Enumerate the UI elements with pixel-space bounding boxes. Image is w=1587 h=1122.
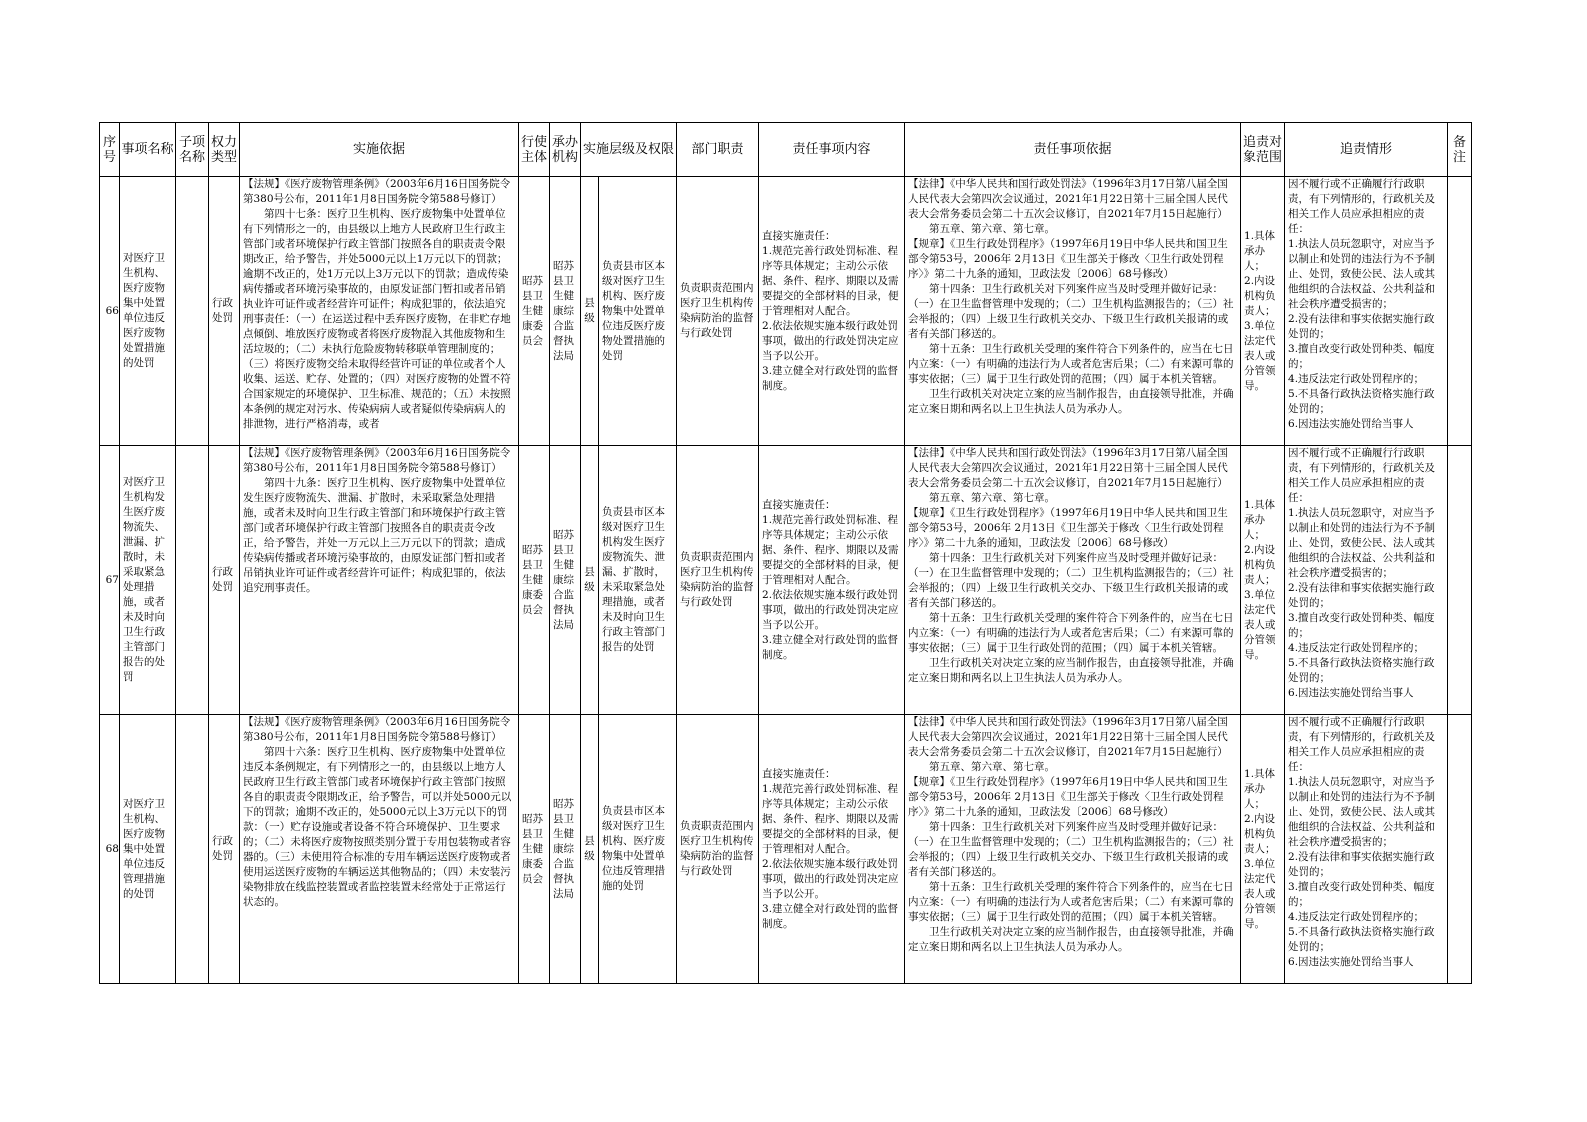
table-row: [100, 177, 1472, 446]
row-power-type: 行政处罚: [209, 715, 240, 984]
row-item-name: 对医疗卫生机构、医疗废物集中处置单位违反管理措施的处罚: [120, 715, 176, 984]
row-undertaker: 昭苏县卫生健康综合监督执法局: [550, 715, 581, 984]
row-seq: 68: [100, 715, 120, 984]
row-seq: 67: [100, 446, 120, 715]
row-level: 县级: [581, 177, 599, 446]
header-level: 实施层级及权限: [581, 123, 677, 177]
header-subitem: 子项名称: [176, 123, 209, 177]
header-accountability-cases: 追责情形: [1285, 123, 1448, 177]
row-basis: 【法规】《医疗废物管理条例》（2003年6月16日国务院令第380号公布，2011年1月8日国务院令第588号修订） 第四十九条：医疗卫生机构、医疗废物集中处置单位发生医疗废物流失、泄漏、扩散时，未采取紧急处理措施，或者未及时向卫生行政主管部门和环境保护行政主管部门或者环境保护行政主管部门按照各自的职责责令改正，给予警告，并处一万元以上三万元以下的罚款；造成传染病传播或者环境污染事故的，由原发证部门暂扣或者吊销执业许可证件或者经营许可证件；构成犯罪的，依法追究刑事责任。: [240, 446, 519, 715]
row-basis: 【法规】《医疗废物管理条例》（2003年6月16日国务院令第380号公布，2011年1月8日国务院令第588号修订） 第四十七条：医疗卫生机构、医疗废物集中处置单位有下列情形之一的，由县级以上地方人民政府卫生行政主管部门或者环境保护行政主管部门按照各自的职责责令限期改正，给予警告，并处5000元以上1万元以下的罚款；逾期不改正的，处1万元以上3万元以下的罚款；造成传染病传播或者环境污染事故的，由原发证部门暂扣或者吊销执业许可证件或者经营许可证件；构成犯罪的，依法追究刑事责任：（一）在运送过程中丢弃医疗废物，在非贮存地点倾倒、堆放医疗废物或者将医疗废物混入其他废物和生活垃圾的；（二）未执行危险废物转移联单管理制度的； （三）将医疗废物交给未取得经营许可证的单位或者个人收集、运送、贮存、处置的；（四）对医疗废物的处置不符合国家规定的环境保护、卫生标准、规范的；（五）未按照本条例的规定对污水、传染病病人或者疑似传染病病人的排泄物，进行严格消毒，或者: [240, 177, 519, 446]
row-duty: 负责职责范围内医疗卫生机构传染病防治的监督与行政处罚: [677, 715, 759, 984]
header-resp-basis: 责任事项依据: [905, 123, 1241, 177]
row-accountability-cases: 因不履行或不正确履行行政职责，有下列情形的，行政机关及相关工作人员应承担相应的责任： 1.执法人员玩忽职守，对应当予以制止和处罚的违法行为不予制止、处罚，致使公民、法人或其他组织的合法权益、公共利益和社会秩序遭受损害的； 2.没有法律和事实依据实施行政处罚的； 3.擅自改变行政处罚种类、幅度的； 4.违反法定行政处罚程序的； 5.不具备行政执法资格实施行政处罚的； 6.因违法实施处罚给当事人: [1285, 177, 1448, 446]
header-undertaker: 承办机构: [550, 123, 581, 177]
row-resp-content: 直接实施责任： 1.规范完善行政处罚标准、程序等具体规定；主动公示依据、条件、程序、期限以及需要提交的全部材料的目录，便于管理相对人配合。 2.依法依规实施本级行政处罚事项，做出的行政处罚决定应当予以公开。 3.建立健全对行政处罚的监督制度。: [759, 446, 905, 715]
header-note: 备注: [1448, 123, 1472, 177]
row-level-detail: 负责县市区本级对医疗卫生机构、医疗废物集中处置单位违反医疗废物处置措施的处罚: [599, 177, 677, 446]
row-undertaker: 昭苏县卫生健康综合监督执法局: [550, 177, 581, 446]
table-row: [100, 446, 1472, 715]
header-accountability-scope: 追责对象范围: [1241, 123, 1285, 177]
row-subject: 昭苏县卫生健康委员会: [519, 715, 550, 984]
row-resp-basis: 【法律】《中华人民共和国行政处罚法》（1996年3月17日第八届全国人民代表大会第四次会议通过，2021年1月22日第十三届全国人民代表大会常务委员会第二十五次会议修订，自2021年7月15日起施行） 第五章、第六章、第七章。 【规章】《卫生行政处罚程序》（1997年6月19日中华人民共和国卫生部令第53号，2006年 2月13日《卫生部关于修改〈卫生行政处罚程序〉》第二十九条的通知，卫政法发〔2006〕68号修改） 第十四条：卫生行政机关对下列案件应当及时受理并做好记录：（一）在卫生监督管理中发现的；（二）卫生机构监测报告的；（三）社会举报的；（四）上级卫生行政机关交办、下级卫生行政机关报请的或者有关部门移送的。 第十五条：卫生行政机关受理的案件符合下列条件的，应当在七日内立案：（一）有明确的违法行为人或者危害后果；（二）有来源可靠的事实依据；（三）属于卫生行政处罚的范围；（四）属于本机关管辖。 卫生行政机关对决定立案的应当制作报告，由直接领导批准，并确定立案日期和两名以上卫生执法人员为承办人。: [905, 715, 1241, 984]
row-subitem-name: [176, 715, 209, 984]
row-subject: 昭苏县卫生健康委员会: [519, 177, 550, 446]
row-resp-basis: 【法律】《中华人民共和国行政处罚法》（1996年3月17日第八届全国人民代表大会第四次会议通过，2021年1月22日第十三届全国人民代表大会常务委员会第二十五次会议修订，自2021年7月15日起施行） 第五章、第六章、第七章。 【规章】《卫生行政处罚程序》（1997年6月19日中华人民共和国卫生部令第53号，2006年 2月13日《卫生部关于修改〈卫生行政处罚程序〉》第二十九条的通知，卫政法发〔2006〕68号修改） 第十四条：卫生行政机关对下列案件应当及时受理并做好记录：（一）在卫生监督管理中发现的；（二）卫生机构监测报告的；（三）社会举报的；（四）上级卫生行政机关交办、下级卫生行政机关报请的或者有关部门移送的。 第十五条：卫生行政机关受理的案件符合下列条件的，应当在七日内立案：（一）有明确的违法行为人或者危害后果；（二）有来源可靠的事实依据；（三）属于卫生行政处罚的范围；（四）属于本机关管辖。 卫生行政机关对决定立案的应当制作报告，由直接领导批准，并确定立案日期和两名以上卫生执法人员为承办人。: [905, 446, 1241, 715]
header-seq: 序号: [100, 123, 120, 177]
row-subitem-name: [176, 446, 209, 715]
row-resp-content: 直接实施责任： 1.规范完善行政处罚标准、程序等具体规定；主动公示依据、条件、程序、期限以及需要提交的全部材料的目录，便于管理相对人配合。 2.依法依规实施本级行政处罚事项，做出的行政处罚决定应当予以公开。 3.建立健全对行政处罚的监督制度。: [759, 715, 905, 984]
row-level: 县级: [581, 446, 599, 715]
row-accountability-scope: 1.具体承办人； 2.内设机构负责人； 3.单位法定代表人或分管领导。: [1241, 177, 1285, 446]
row-accountability-scope: 1.具体承办人； 2.内设机构负责人； 3.单位法定代表人或分管领导。: [1241, 446, 1285, 715]
row-level-detail: 负责县市区本级对医疗卫生机构、医疗废物集中处置单位违反管理措施的处罚: [599, 715, 677, 984]
row-resp-basis: 【法律】《中华人民共和国行政处罚法》（1996年3月17日第八届全国人民代表大会第四次会议通过，2021年1月22日第十三届全国人民代表大会常务委员会第二十五次会议修订，自2021年7月15日起施行） 第五章、第六章、第七章。 【规章】《卫生行政处罚程序》（1997年6月19日中华人民共和国卫生部令第53号，2006年 2月13日《卫生部关于修改〈卫生行政处罚程序〉》第二十九条的通知，卫政法发〔2006〕68号修改） 第十四条：卫生行政机关对下列案件应当及时受理并做好记录：（一）在卫生监督管理中发现的；（二）卫生机构监测报告的；（三）社会举报的；（四）上级卫生行政机关交办、下级卫生行政机关报请的或者有关部门移送的。 第十五条：卫生行政机关受理的案件符合下列条件的，应当在七日内立案：（一）有明确的违法行为人或者危害后果；（二）有来源可靠的事实依据；（三）属于卫生行政处罚的范围；（四）属于本机关管辖。 卫生行政机关对决定立案的应当制作报告，由直接领导批准，并确定立案日期和两名以上卫生执法人员为承办人。: [905, 177, 1241, 446]
row-basis: 【法规】《医疗废物管理条例》（2003年6月16日国务院令第380号公布，2011年1月8日国务院令第588号修订） 第四十六条：医疗卫生机构、医疗废物集中处置单位违反本条例规定，有下列情形之一的，由县级以上地方人民政府卫生行政主管部门或者环境保护行政主管部门按照各自的职责责令限期改正，给予警告，可以并处5000元以下的罚款；逾期不改正的，处5000元以上3万元以下的罚款：（一）贮存设施或者设备不符合环境保护、卫生要求的；（二）未将医疗废物按照类别分置于专用包装物或者容器的。（三）未使用符合标准的专用车辆运送医疗废物或者使用运送医疗废物的车辆运送其他物品的；（四）未安装污染物排放在线监控装置或者监控装置未经常处于正常运行状态的。: [240, 715, 519, 984]
row-note: [1448, 177, 1472, 446]
row-seq: 66: [100, 177, 120, 446]
row-item-name: 对医疗卫生机构发生医疗废物流失、泄漏、扩散时，未采取紧急处理措施，或者未及时向卫生行政主管部门报告的处罚: [120, 446, 176, 715]
row-power-type: 行政处罚: [209, 177, 240, 446]
header-basis: 实施依据: [240, 123, 519, 177]
row-accountability-scope: 1.具体承办人； 2.内设机构负责人； 3.单位法定代表人或分管领导。: [1241, 715, 1285, 984]
row-subitem-name: [176, 177, 209, 446]
table-row: [100, 715, 1472, 984]
row-item-name: 对医疗卫生机构、医疗废物集中处置单位违反医疗废物处置措施的处罚: [120, 177, 176, 446]
row-duty: 负责职责范围内医疗卫生机构传染病防治的监督与行政处罚: [677, 177, 759, 446]
header-item: 事项名称: [120, 123, 176, 177]
header-subject: 行使主体: [519, 123, 550, 177]
row-power-type: 行政处罚: [209, 446, 240, 715]
row-duty: 负责职责范围内医疗卫生机构传染病防治的监督与行政处罚: [677, 446, 759, 715]
power-list-table: [99, 122, 1472, 984]
row-level: 县级: [581, 715, 599, 984]
header-duty: 部门职责: [677, 123, 759, 177]
header-power-type: 权力类型: [209, 123, 240, 177]
row-note: [1448, 715, 1472, 984]
row-level-detail: 负责县市区本级对医疗卫生机构发生医疗废物流失、泄漏、扩散时，未采取紧急处理措施，或者未及时向卫生行政主管部门报告的处罚: [599, 446, 677, 715]
row-resp-content: 直接实施责任： 1.规范完善行政处罚标准、程序等具体规定；主动公示依据、条件、程序、期限以及需要提交的全部材料的目录，便于管理相对人配合。 2.依法依规实施本级行政处罚事项，做出的行政处罚决定应当予以公开。 3.建立健全对行政处罚的监督制度。: [759, 177, 905, 446]
row-note: [1448, 446, 1472, 715]
header-resp-content: 责任事项内容: [759, 123, 905, 177]
row-subject: 昭苏县卫生健康委员会: [519, 446, 550, 715]
row-undertaker: 昭苏县卫生健康综合监督执法局: [550, 446, 581, 715]
header-row: [100, 123, 1472, 177]
row-accountability-cases: 因不履行或不正确履行行政职责，有下列情形的，行政机关及相关工作人员应承担相应的责任： 1.执法人员玩忽职守，对应当予以制止和处罚的违法行为不予制止、处罚，致使公民、法人或其他组织的合法权益、公共利益和社会秩序遭受损害的； 2.没有法律和事实依据实施行政处罚的； 3.擅自改变行政处罚种类、幅度的； 4.违反法定行政处罚程序的； 5.不具备行政执法资格实施行政处罚的； 6.因违法实施处罚给当事人: [1285, 715, 1448, 984]
row-accountability-cases: 因不履行或不正确履行行政职责，有下列情形的，行政机关及相关工作人员应承担相应的责任： 1.执法人员玩忽职守，对应当予以制止和处罚的违法行为不予制止、处罚，致使公民、法人或其他组织的合法权益、公共利益和社会秩序遭受损害的； 2.没有法律和事实依据实施行政处罚的； 3.擅自改变行政处罚种类、幅度的； 4.违反法定行政处罚程序的； 5.不具备行政执法资格实施行政处罚的； 6.因违法实施处罚给当事人: [1285, 446, 1448, 715]
